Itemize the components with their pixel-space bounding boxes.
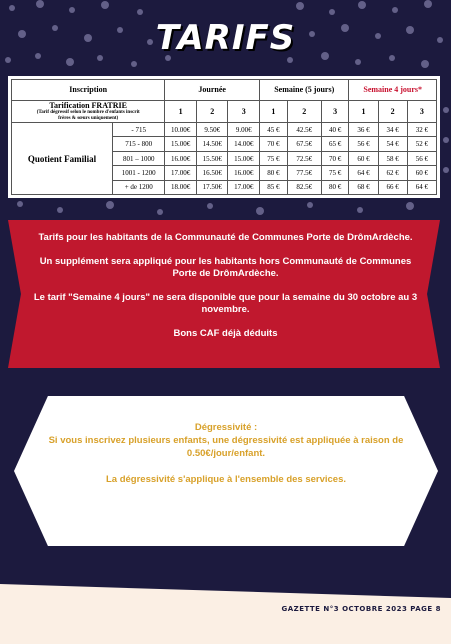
- price-cell: 16.00€: [165, 151, 197, 165]
- price-cell: 72.5€: [287, 151, 321, 165]
- price-cell: 17.00€: [228, 180, 260, 194]
- price-cell: 70 €: [260, 137, 288, 151]
- tariff-table: [11, 79, 437, 195]
- price-cell: 58 €: [378, 151, 407, 165]
- degressivity-scope: La dégressivité s'applique à l'ensemble des services.: [105, 474, 347, 485]
- price-cell: 68 €: [349, 180, 378, 194]
- price-cell: 62 €: [378, 166, 407, 180]
- price-cell: 45 €: [260, 123, 288, 137]
- price-cell: 32 €: [407, 123, 436, 137]
- footer-page-info: GAZETTE N°3 OCTOBRE 2023 PAGE 8: [281, 605, 441, 613]
- price-cell: 15.50€: [196, 151, 228, 165]
- qf-range: 801 – 1000: [113, 151, 165, 165]
- price-cell: 75 €: [321, 166, 349, 180]
- tariff-table-container: [8, 76, 440, 198]
- header-semaine-5-jours: Semaine (5 jours): [260, 80, 349, 101]
- price-cell: 52 €: [407, 137, 436, 151]
- price-cell: 34 €: [378, 123, 407, 137]
- price-cell: 10.00€: [165, 123, 197, 137]
- price-cell: 64 €: [349, 166, 378, 180]
- price-cell: 82.5€: [287, 180, 321, 194]
- price-cell: 70 €: [321, 151, 349, 165]
- price-cell: 56 €: [349, 137, 378, 151]
- price-cell: 36 €: [349, 123, 378, 137]
- degressivity-text: [40, 421, 412, 499]
- price-cell: 14.00€: [228, 137, 260, 151]
- price-cell: 15.00€: [165, 137, 197, 151]
- header-journee: Journée: [165, 80, 260, 101]
- price-cell: 77.5€: [287, 166, 321, 180]
- qf-range: + de 1200: [113, 180, 165, 194]
- price-cell: 85 €: [260, 180, 288, 194]
- info-banner-text: [28, 232, 423, 352]
- fratrie-note-1: (Tarif dégressif selon le nombre d'enfants inscrit: [36, 109, 140, 115]
- sub-number: 2: [287, 100, 321, 123]
- price-cell: 60 €: [407, 166, 436, 180]
- price-cell: 16.00€: [228, 166, 260, 180]
- price-cell: 60 €: [349, 151, 378, 165]
- sub-number: 1: [260, 100, 288, 123]
- price-cell: 16.50€: [196, 166, 228, 180]
- sub-number: 3: [321, 100, 349, 123]
- quotient-familial-label: Quotient Familial: [12, 123, 113, 195]
- price-cell: 75 €: [260, 151, 288, 165]
- sub-number: 2: [378, 100, 407, 123]
- sub-number: 2: [196, 100, 228, 123]
- qf-range: 1001 - 1200: [113, 166, 165, 180]
- price-cell: 15.00€: [228, 151, 260, 165]
- info-residents: Tarifs pour les habitants de la Communauté de Communes Porte de DrômArdèche.: [38, 232, 413, 243]
- page-title: TARIFS: [155, 18, 296, 58]
- price-cell: 14.50€: [196, 137, 228, 151]
- price-cell: 54 €: [378, 137, 407, 151]
- price-cell: 56 €: [407, 151, 436, 165]
- price-cell: 66 €: [378, 180, 407, 194]
- sub-number: 3: [407, 100, 436, 123]
- fratrie-title: Tarification FRATRIE: [49, 100, 127, 110]
- table-row: [12, 123, 437, 137]
- price-cell: 40 €: [321, 123, 349, 137]
- degressivity-heading: Dégressivité :: [194, 422, 258, 433]
- qf-range: - 715: [113, 123, 165, 137]
- price-cell: 80 €: [321, 180, 349, 194]
- header-semaine-4-jours: Semaine 4 jours*: [349, 80, 437, 101]
- price-cell: 9.50€: [196, 123, 228, 137]
- degressivity-rule: Si vous inscrivez plusieurs enfants, une dégressivité est appliquée à raison de 0.50€/jour/enfant.: [48, 435, 404, 459]
- price-cell: 17.50€: [196, 180, 228, 194]
- price-cell: 42.5€: [287, 123, 321, 137]
- price-cell: 67.5€: [287, 137, 321, 151]
- info-caf: Bons CAF déjà déduits: [173, 328, 278, 339]
- fratrie-cell: [12, 100, 165, 123]
- price-cell: 64 €: [407, 180, 436, 194]
- header-inscription: Inscription: [12, 80, 165, 101]
- price-cell: 65 €: [321, 137, 349, 151]
- price-cell: 80 €: [260, 166, 288, 180]
- sub-number: 1: [165, 100, 197, 123]
- info-supplement: Un supplément sera appliqué pour les habitants hors Communauté de Communes Porte de DrômArdèche.: [39, 256, 412, 279]
- fratrie-note-2: frères & sœurs uniquement): [58, 115, 119, 121]
- sub-number: 1: [349, 100, 378, 123]
- qf-range: 715 - 800: [113, 137, 165, 151]
- sub-number: 3: [228, 100, 260, 123]
- price-cell: 17.00€: [165, 166, 197, 180]
- info-4-days: Le tarif "Semaine 4 jours" ne sera disponible que pour la semaine du 30 octobre au 3 novembre.: [33, 292, 418, 315]
- price-cell: 9.00€: [228, 123, 260, 137]
- price-cell: 18.00€: [165, 180, 197, 194]
